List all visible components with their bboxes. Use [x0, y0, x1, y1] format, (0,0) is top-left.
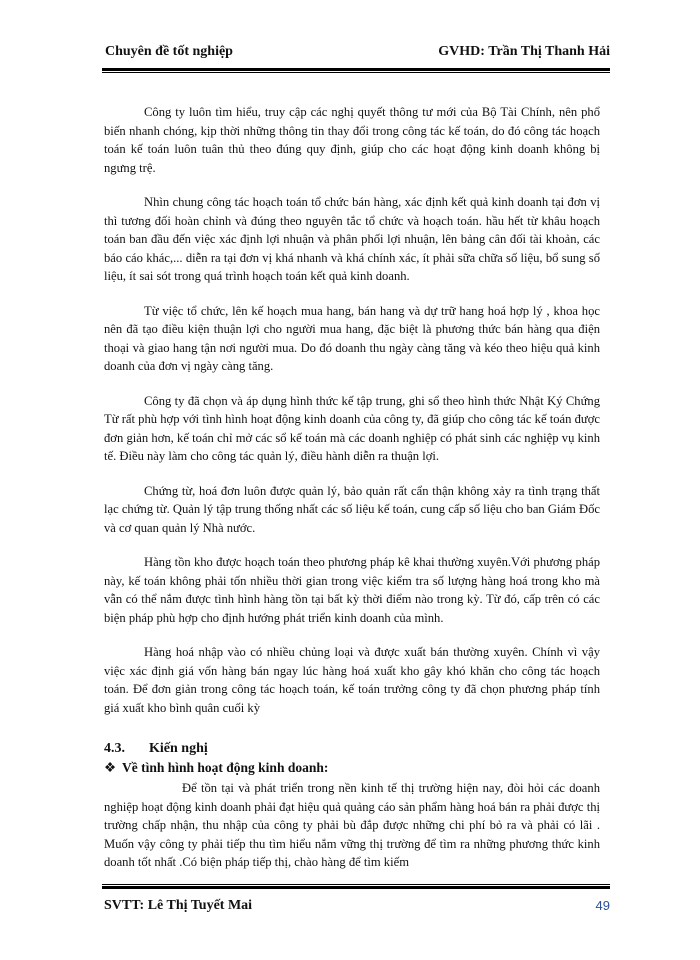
paragraph: Chứng từ, hoá đơn luôn được quản lý, bảo quản rất cẩn thận không xảy ra tình trạng thất lạc chứng từ. Quản lý tập trung thống nhất các số liệu kế toán, cung cấp số liệu cho ban Giám Đốc và cơ quan quản lý Nhà nước. [104, 483, 600, 535]
page-header [105, 44, 610, 64]
paragraph: Nhìn chung công tác hoạch toán tổ chức bán hàng, xác định kết quả kinh doanh tại đơn vị thì tương đối hoàn chỉnh và đúng theo nguyên tắc tổ chức và hoạch toán. hầu hết từ khâu hoạch toán ban đầu đến việc xác định lợi nhuận và phân phối lợi nhuận, lên bảng cân đối tài khoản, các báo cáo khác,... diễn ra tại đơn vị khá nhanh và khá chính xác, ít phải sữa chữa số liệu, bổ sung số liệu, ít sai sót trong quá trình hoạch toán kết quả kinh doanh. [104, 195, 600, 283]
document-body [104, 103, 600, 733]
page-footer [104, 898, 610, 918]
page-number: 49 [595, 898, 610, 913]
paragraph: Công ty đã chọn và áp dụng hình thức kế tập trung, ghi sổ theo hình thức Nhật Ký Chứng Từ rất phù hợp với tình hình hoạt động kinh doanh của công ty, đã giúp cho công tác kế toán được đơn giản hơn, kế toán chỉ mở các sổ kế toán mà các doanh nghiệp có phát sinh các nghiệp vụ kinh tế. Điều này làm cho công tác quản lý, điều hành diễn ra thuận lợi. [104, 393, 600, 463]
paragraph: Từ việc tổ chức, lên kế hoạch mua hang, bán hang và dự trữ hang hoá hợp lý , khoa học nên đã tạo điều kiện thuận lợi cho người mua hang, đặc biệt là phương thức bán hàng qua điện thoại và giao hang tận nơi người mua. Do đó doanh thu ngày càng tăng và kéo theo hiệu quả kinh doanh của đơn vị ngày càng tăng. [104, 303, 600, 373]
paragraph: Hàng tồn kho được hoạch toán theo phương pháp kê khai thường xuyên.Với phương pháp này, kế toán không phải tốn nhiều thời gian trong việc kiểm tra số lượng hàng hoá trong kho mà vẫn có thể nắm được tình hình hàng tồn tại bất kỳ thời điểm nào trong kỳ. Từ đó, cấp trên có các biện pháp phù hợp cho định hướng phát triển kinh doanh của mình. [104, 555, 600, 625]
paragraph: Hàng hoá nhập vào có nhiều chủng loại và được xuất bán thường xuyên. Chính vì vậy việc xác định giá vốn hàng bán ngay lúc hàng hoá xuất kho gây khó khăn cho công tác hoạch toán. Để đơn giản trong công tác hoạch toán, kế toán trưởng công ty đã chọn phương pháp tính giá xuất kho bình quân cuối kỳ [104, 645, 600, 715]
diamond-bullet-icon: ❖ [104, 760, 117, 775]
footer-author: SVTT: Lê Thị Tuyết Mai [104, 898, 253, 913]
footer-divider [102, 884, 610, 889]
section-title: Kiến nghị [149, 741, 208, 756]
header-advisor: GVHD: Trần Thị Thanh Hải [438, 44, 610, 59]
header-title: Chuyên đề tốt nghiệp [105, 44, 233, 59]
sub-heading-text: Về tình hình hoạt động kinh doanh: [122, 760, 329, 775]
section-recommendations [104, 740, 600, 872]
section-paragraph: Để tồn tại và phát triển trong nền kinh tế thị trường hiện nay, đòi hỏi các doanh nghiệp hoạt động kinh doanh phải đạt hiệu quả quảng cáo sản phẩm hàng hoá bán ra phải được thị trường chấp nhận, thu nhập của công ty phải bù đắp được những chi phí bỏ ra và phải có lãi . Muốn vậy công ty phải tiếp thu tìm hiểu nắm vững thị trường để tìm ra những phương thức kinh doanh tốt nhất .Có biện pháp tiếp thị, chào hàng để tìm kiếm [104, 781, 600, 869]
section-heading [104, 740, 600, 758]
sub-heading [104, 759, 600, 777]
paragraph: Công ty luôn tìm hiểu, truy cập các nghị quyết thông tư mới của Bộ Tài Chính, nên phổ biến nhanh chóng, kịp thời những thông tin thay đổi trong công tác kế toán, do đó công tác hoạch toán kế toán luôn tuân thủ theo đúng quy định, giúp cho các hoạt động kinh doanh không bị ngưng trệ. [104, 105, 600, 175]
header-divider [102, 68, 610, 73]
section-number: 4.3. [104, 741, 125, 756]
